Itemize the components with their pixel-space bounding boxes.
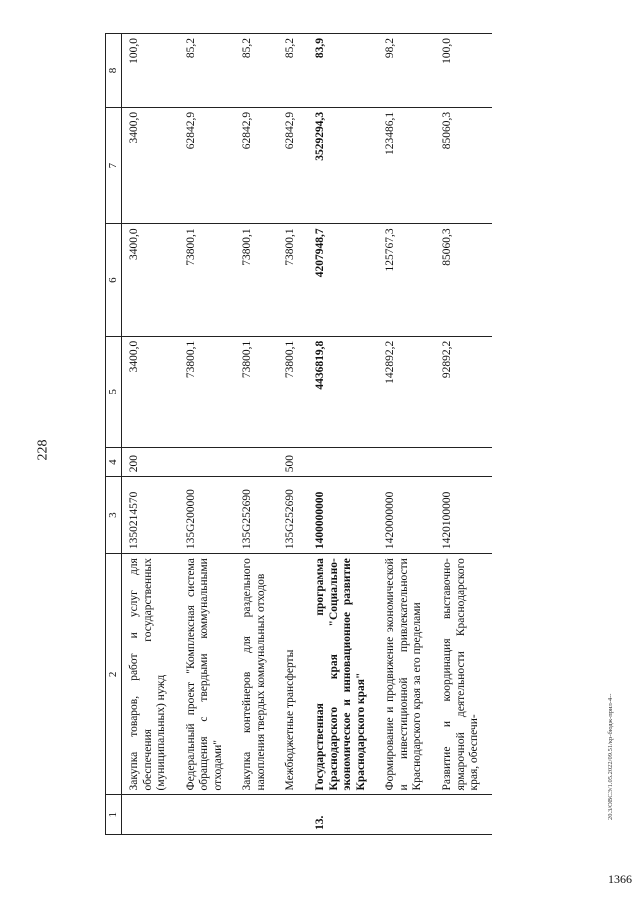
table-cell: 3400,0 (121, 224, 178, 336)
table-cell: 73800,1 (235, 224, 278, 336)
table-cell: 4436819,8 (308, 336, 378, 447)
table-cell (179, 795, 236, 835)
table-cell: 1420100000 (435, 477, 492, 554)
table-cell: 85060,3 (435, 107, 492, 224)
table-cell: Формирование и продвижение экономической и инвестиционной привлекательности Краснодарского края за его пределами (378, 554, 435, 795)
table-row (278, 34, 308, 835)
table-row (378, 34, 435, 835)
table-cell (435, 795, 492, 835)
table-cell: 1350214570 (121, 477, 178, 554)
table-cell: 85,2 (278, 34, 308, 108)
table-row (179, 34, 236, 835)
table-cell: Государственная программа Краснодарского края "Социально-экономическое и инновационное развитие Краснодарского края" (308, 554, 378, 795)
header-cell: 8 (106, 34, 122, 108)
table-cell (235, 448, 278, 477)
table-cell (235, 795, 278, 835)
table-cell: 125767,3 (378, 224, 435, 336)
header-cell: 5 (106, 336, 122, 447)
table-cell: 13. (308, 795, 378, 835)
table-cell: Развитие и координация выставочно-ярмарочной деятельности Краснодарского края, обеспечи- (435, 554, 492, 795)
table-cell: 62842,9 (179, 107, 236, 224)
table-row (308, 34, 378, 835)
header-cell: 3 (106, 477, 122, 554)
table-cell: 73800,1 (278, 224, 308, 336)
table-cell: 73800,1 (278, 336, 308, 447)
table-cell: 135G200000 (179, 477, 236, 554)
table-cell: 85060,3 (435, 224, 492, 336)
table-cell: Закупка контейнеров для раздельного накопления твердых коммунальных отходов (235, 554, 278, 795)
header-cell: 6 (106, 224, 122, 336)
header-row (106, 34, 122, 835)
table-cell: 123486,1 (378, 107, 435, 224)
table-cell: Межбюджетные трансферты (278, 554, 308, 795)
table-cell: Закупка товаров, работ и услуг для обеспечения государственных (муниципальных) нужд (121, 554, 178, 795)
table-cell (278, 795, 308, 835)
document-stamp: 20.3/ОВСЭ/1.05.2022/09.51/кр-бюдж-прил-4-- (607, 693, 614, 820)
table-cell: 142892,2 (378, 336, 435, 447)
header-cell: 4 (106, 448, 122, 477)
table-cell: 3400,0 (121, 336, 178, 447)
table-cell: 3529294,3 (308, 107, 378, 224)
table-cell: 3400,0 (121, 107, 178, 224)
table-cell: 62842,9 (278, 107, 308, 224)
header-cell: 2 (106, 554, 122, 795)
table-cell: 135G252690 (278, 477, 308, 554)
table-cell (435, 448, 492, 477)
page-number-top: 228 (35, 439, 51, 461)
table-row (235, 34, 278, 835)
table-cell: 83,9 (308, 34, 378, 108)
table-cell: 92892,2 (435, 336, 492, 447)
table-cell: 62842,9 (235, 107, 278, 224)
table-cell: 73800,1 (179, 224, 236, 336)
table-cell: 73800,1 (179, 336, 236, 447)
table-cell: 200 (121, 448, 178, 477)
table-cell: 4207948,7 (308, 224, 378, 336)
table-cell (378, 448, 435, 477)
table-row (435, 34, 492, 835)
table-container (105, 33, 598, 835)
table-cell: 85,2 (179, 34, 236, 108)
table-cell: 98,2 (378, 34, 435, 108)
table-cell (308, 448, 378, 477)
table-cell (121, 795, 178, 835)
table-cell: 73800,1 (235, 336, 278, 447)
table-cell: 1400000000 (308, 477, 378, 554)
header-cell: 7 (106, 107, 122, 224)
table-cell: 85,2 (235, 34, 278, 108)
table-cell: 1420000000 (378, 477, 435, 554)
table-cell: 100,0 (121, 34, 178, 108)
table-cell: 135G252690 (235, 477, 278, 554)
table-cell: 100,0 (435, 34, 492, 108)
budget-table (105, 33, 492, 835)
table-cell: 500 (278, 448, 308, 477)
table-cell: Федеральный проект "Комплексная система обращения с твердыми коммунальными отходами" (179, 554, 236, 795)
page-number-bottom: 1366 (608, 872, 632, 886)
table-row (121, 34, 178, 835)
table-cell (179, 448, 236, 477)
header-cell: 1 (106, 795, 122, 835)
table-cell (378, 795, 435, 835)
